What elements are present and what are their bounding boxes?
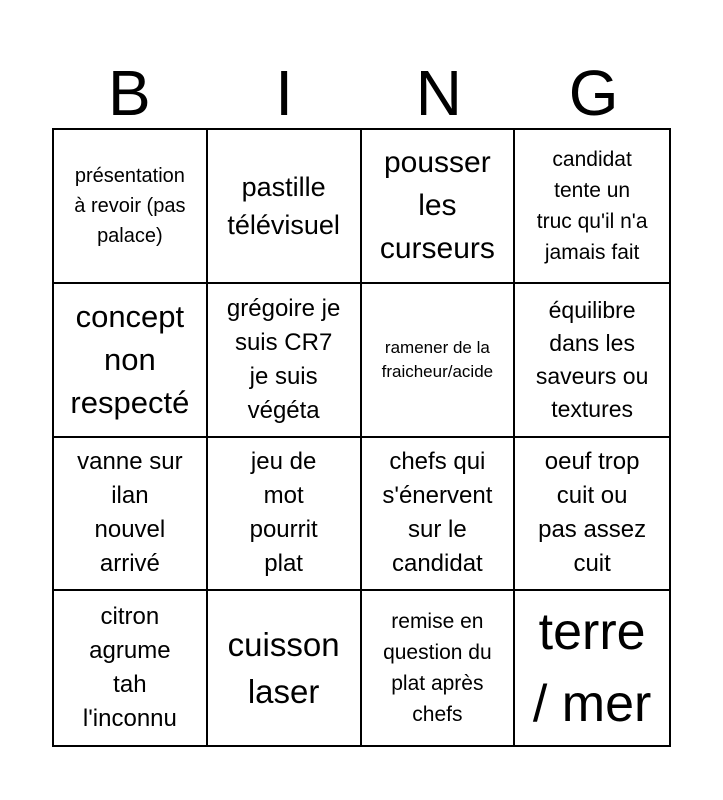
cell-text: équilibre dans les saveurs ou textures (535, 296, 649, 422)
cell-text: ramener de la fraicheur/acide (381, 337, 494, 381)
bingo-cell[interactable] (54, 438, 208, 592)
bingo-cell[interactable] (208, 130, 362, 284)
cell-text: terre / mer (532, 603, 652, 734)
cell-text: citron agrume tah l'inconnu (82, 603, 177, 733)
bingo-cell[interactable] (515, 130, 669, 284)
cell-text: cuisson laser (227, 626, 340, 711)
bingo-cell[interactable] (54, 284, 208, 438)
bingo-cell[interactable] (208, 591, 362, 745)
cell-text: candidat tente un truc qu'il n'a jamais fait (536, 147, 648, 264)
bingo-cell[interactable] (54, 591, 208, 745)
bingo-cell[interactable] (54, 130, 208, 284)
bingo-cell[interactable] (362, 591, 516, 745)
bingo-cell[interactable] (515, 284, 669, 438)
cell-text: présentation à revoir (pas palace) (74, 164, 186, 247)
header-letter-n: N (415, 57, 462, 129)
cell-text: concept non respecté (70, 299, 190, 421)
header-letter-b: B (108, 57, 151, 129)
cell-text: vanne sur ilan nouvel arrivé (77, 448, 183, 578)
bingo-cell[interactable] (362, 284, 516, 438)
bingo-cell[interactable] (515, 591, 669, 745)
cell-text: grégoire je suis CR7 je suis végéta (226, 294, 341, 424)
bingo-cell[interactable] (362, 130, 516, 284)
bingo-cell[interactable] (208, 438, 362, 592)
cell-text: remise en question du plat après chefs (383, 610, 492, 727)
bingo-header (52, 58, 671, 128)
bingo-cell[interactable] (362, 438, 516, 592)
header-letter-g: G (568, 57, 619, 129)
bingo-grid (52, 128, 671, 747)
cell-text: pousser les curseurs (379, 146, 495, 266)
header-letter-i: I (275, 57, 294, 129)
bingo-cell[interactable] (515, 438, 669, 592)
cell-text: jeu de mot pourrit plat (249, 448, 318, 578)
cell-text: pastille télévisuel (227, 171, 340, 240)
cell-text: chefs qui s'énervent sur le candidat (382, 448, 493, 578)
bingo-cell[interactable] (208, 284, 362, 438)
cell-text: oeuf trop cuit ou pas assez cuit (538, 448, 647, 578)
